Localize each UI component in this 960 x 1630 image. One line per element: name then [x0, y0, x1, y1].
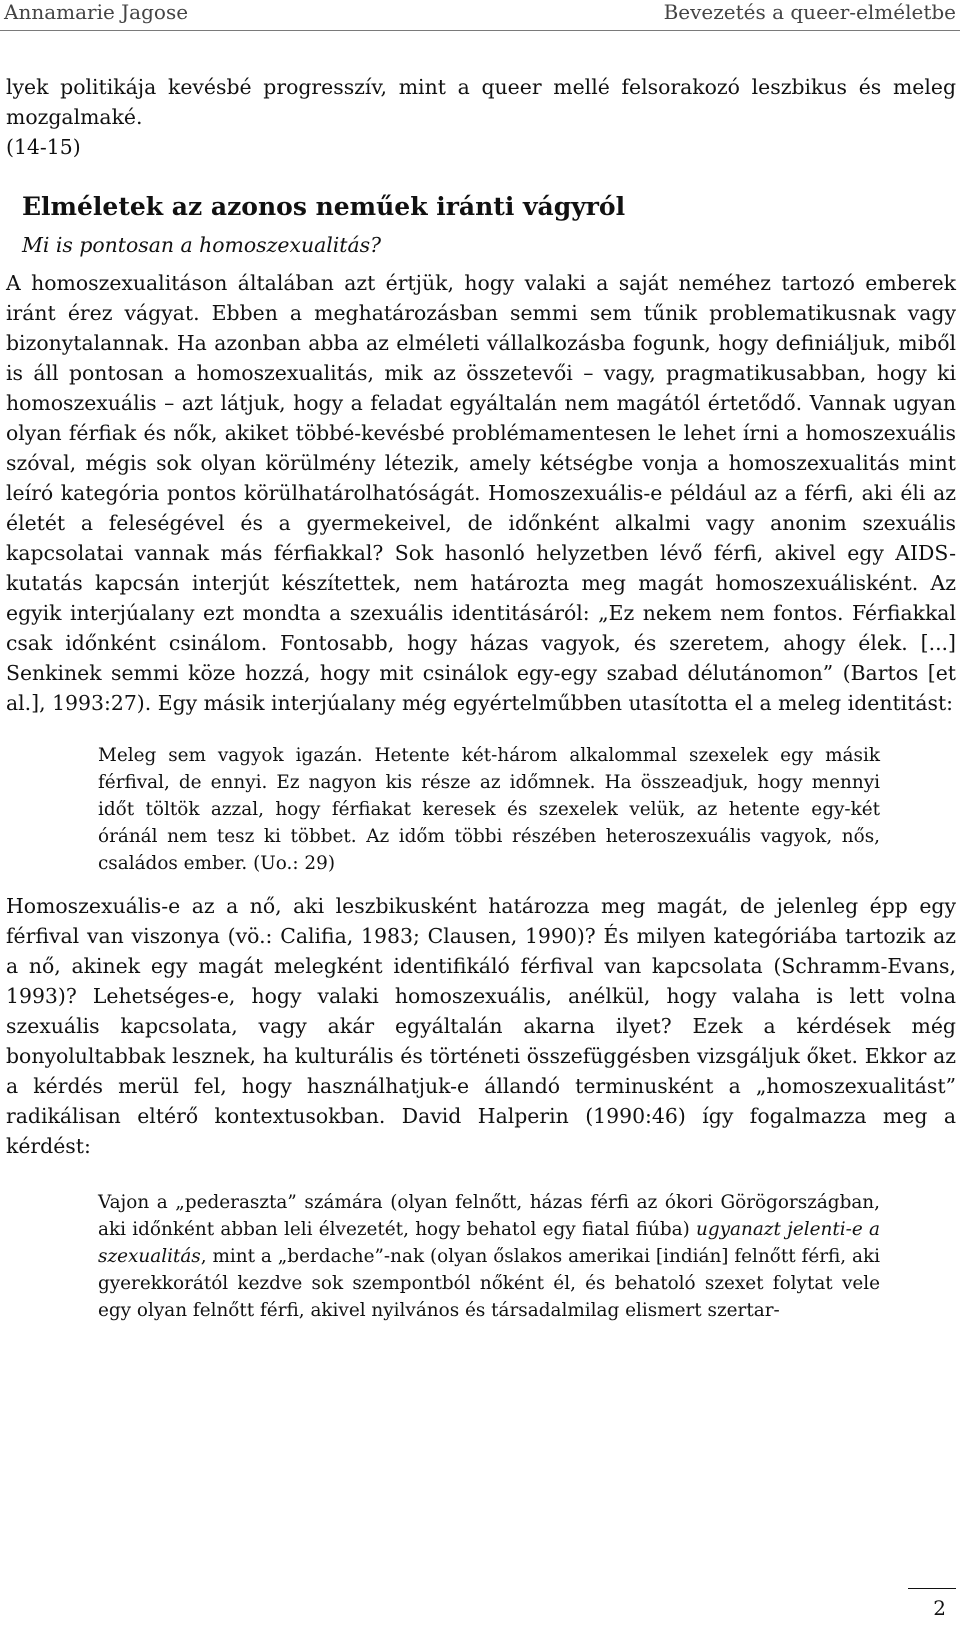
section-subtitle: Mi is pontosan a homoszexualitás?	[22, 233, 382, 257]
page-header	[0, 0, 960, 30]
block-quote-1: Meleg sem vagyok igazán. Hetente két-három alkalommal szexelek egy másik férfival, de ennyi. Ez nagyon kis része az időmnek. Ha összeadjuk, hogy mennyi időt töltök azzal, hogy férfiakat keresek és szexelek velük, az hetente egy-két óránál nem tesz ki többet. Az időm többi részében heteroszexuális vagyok, nős, családos ember. (Uo.: 29)	[98, 745, 880, 874]
page-number: 2	[933, 1596, 946, 1620]
header-book-title: Bevezetés a queer-elméletbe	[663, 0, 956, 24]
quote2-text-after: , mint a „berdache”-nak (olyan őslakos amerikai [indián] felnőtt férfi, aki gyerekkorától kezdve sok szempontból nőként él, és behatoló szexet folytat vele egy olyan felnőtt férfi, akivel nyilvános és társadalmilag elismert szertar-	[98, 1246, 880, 1321]
intro-paragraph: lyek politikája kevésbé progresszív, mint a queer mellé felsorakozó leszbikus és meleg mozgalmaké.	[6, 75, 956, 129]
body-paragraph-2: Homoszexuális-e az a nő, aki leszbikusként határozza meg magát, de jelenleg épp egy férfival van viszonya (vö.: Califia, 1983; Clausen, 1990)? És milyen kategóriába tartozik az a nő, akinek egy magát melegként identifikáló férfival van kapcsolata (Schramm-Evans, 1993)? Lehetséges-e, hogy valaki homoszexuális, anélkül, hogy valaha is lett volna szexuális kapcsolata, vagy akár egyáltalán akarna ilyet? Ezek a kérdések még bonyolultabbak lesznek, ha kulturális és történeti összefüggésben vizsgáljuk őket. Ekkor az a kérdés merül fel, hogy használhatjuk-e állandó terminusként a „homoszexualitást” radikálisan eltérő kontextusokban. David Halperin (1990:46) így fogalmazza meg a kérdést:	[6, 894, 956, 1158]
footer-rule	[908, 1588, 956, 1589]
page-body	[6, 72, 956, 1324]
header-divider	[0, 30, 960, 31]
intro-citation: (14-15)	[6, 135, 81, 159]
section-title: Elméletek az azonos neműek iránti vágyról	[22, 192, 626, 221]
quote2-emphasis: ugyanazt jelenti-e a szexualitás	[98, 1219, 880, 1267]
header-author: Annamarie Jagose	[4, 0, 189, 24]
block-quote-2	[98, 1189, 880, 1324]
quote2-text-before: Vajon a „pederaszta” számára (olyan felnőtt, házas férfi az ókori Görögországban, aki időnként abban leli élvezetét, hogy behatol egy fiatal fiúba)	[98, 1192, 880, 1240]
body-paragraph-1: A homoszexualitáson általában azt értjük, hogy valaki a saját neméhez tartozó emberek iránt érez vágyat. Ebben a meghatározásban semmi sem tűnik problematikusnak vagy bizonytalannak. Ha azonban abba az elméleti vállalkozásba fogunk, hogy definiáljuk, miből is áll pontosan a homoszexualitás, mik az összetevői – vagy, pragmatikusabban, hogy ki homoszexuális – azt látjuk, hogy a feladat egyáltalán nem magától értetődő. Vannak ugyan olyan férfiak és nők, akiket többé-kevésbé problémamentesen le lehet írni a homoszexuális szóval, mégis sok olyan körülmény létezik, amely kétségbe vonja a homoszexualitás mint leíró kategória pontos körülhatárolhatóságát. Homoszexuális-e például az a férfi, aki éli az életét a feleségével és a gyermekeivel, de időnként alkalmi vagy anonim szexuális kapcsolatai vannak más férfiakkal? Sok hasonló helyzetben lévő férfi, akivel egy AIDS-kutatás kapcsán interjút készítettek, nem határozta meg magát homoszexuálisként. Az egyik interjúalany ezt mondta a szexuális identitásáról: „Ez nekem nem fontos. Férfiakkal csak időnként csinálom. Fontosabb, hogy házas vagyok, és szeretem, ahogy élek. [...] Senkinek semmi köze hozzá, hogy mit csinálok egy-egy szabad délutánomon” (Bartos [et al.], 1993:27). Egy másik interjúalany még egyértelműbben utasította el a meleg identitást:	[6, 271, 956, 715]
